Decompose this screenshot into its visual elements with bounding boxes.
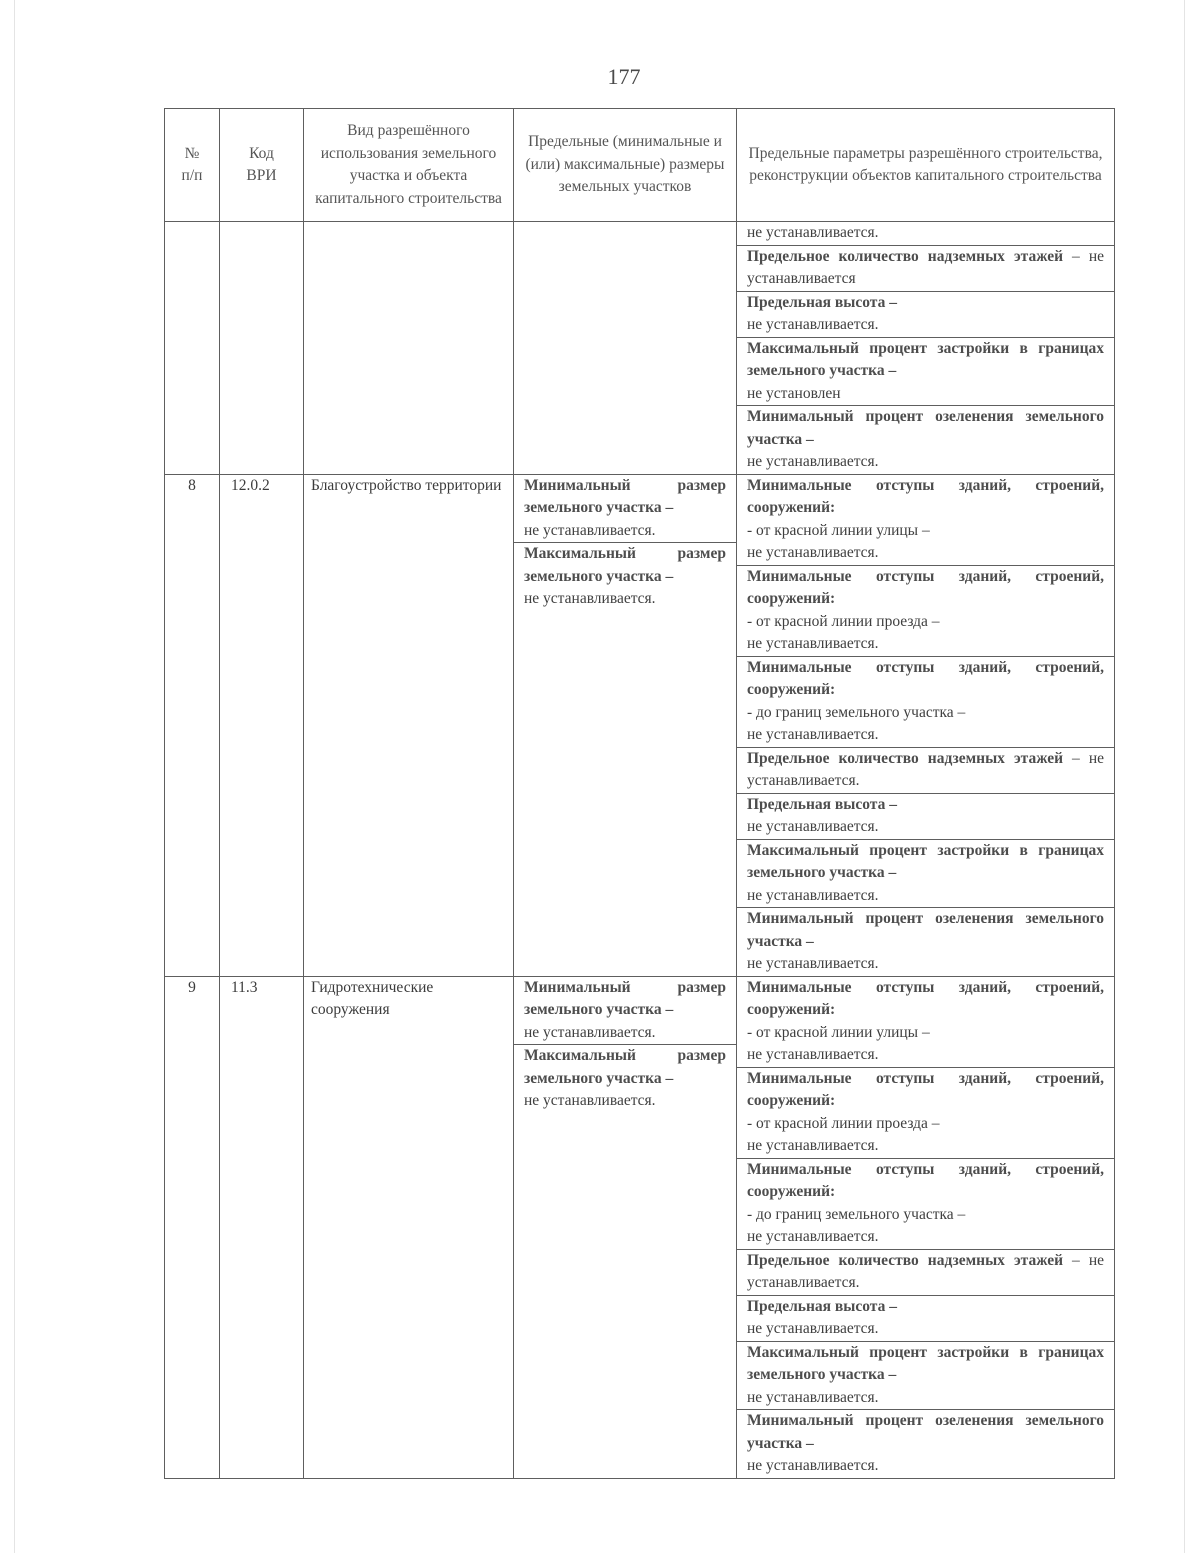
continuation-param	[737, 291, 1114, 337]
param-item	[737, 747, 1114, 793]
param-value: не устанавливается.	[747, 635, 879, 652]
param-title: Минимальные отступы зданий, строений, сооружений:	[747, 978, 1104, 1018]
param-title: Минимальный процент озеленения земельного участка –	[747, 408, 1104, 448]
max-size-value: не устанавливается.	[524, 1092, 656, 1109]
param-item	[737, 1409, 1114, 1478]
param-value: не устанавливается.	[747, 1457, 879, 1474]
param-item	[737, 475, 1114, 565]
param-item	[737, 1341, 1114, 1410]
max-size-title: Максимальный размер земельного участка –	[524, 1047, 726, 1087]
param-text: - до границ земельного участка –	[747, 1205, 966, 1223]
continuation-param	[737, 337, 1114, 406]
row-sizes	[514, 474, 737, 976]
cont-sizes	[514, 222, 737, 475]
page-number: 177	[607, 64, 641, 89]
param-title: Предельная высота –	[747, 795, 897, 813]
param-item	[737, 1295, 1114, 1341]
param-item	[737, 1249, 1114, 1295]
param-value: не устанавливается.	[747, 453, 879, 470]
param-value: не устанавливается.	[747, 1046, 879, 1063]
table-row	[165, 474, 1115, 976]
max-size	[514, 1044, 736, 1113]
param-value: не устанавливается.	[747, 1137, 879, 1154]
header-sizes: Предельные (минимальные и (или) максимальные) размеры земельных участков	[514, 109, 737, 222]
row-kind: Гидротехнические сооружения	[304, 976, 514, 1478]
max-size-value: не устанавливается.	[524, 590, 656, 607]
table-row	[165, 976, 1115, 1478]
header-kind: Вид разрешённого использования земельного участка и объекта капитального строительства	[304, 109, 514, 222]
param-title: Предельное количество надземных этажей	[747, 749, 1064, 767]
header-code: Код ВРИ	[220, 109, 304, 222]
param-text: - до границ земельного участка –	[747, 703, 966, 721]
cont-kind	[304, 222, 514, 475]
param-item	[737, 565, 1114, 656]
max-size-title: Максимальный размер земельного участка –	[524, 545, 726, 585]
param-value: не устанавливается.	[747, 1228, 879, 1245]
param-item	[737, 656, 1114, 747]
row-num: 8	[165, 474, 220, 976]
regulations-table	[164, 108, 1115, 1479]
row-params	[737, 976, 1115, 1478]
param-title: Минимальные отступы зданий, строений, сооружений:	[747, 1160, 1104, 1200]
param-value: не установлен	[747, 384, 841, 402]
scan-edge-right	[1184, 0, 1185, 1553]
param-item	[737, 1158, 1114, 1249]
row-kind: Благоустройство территории	[304, 474, 514, 976]
param-value: не устанавливается.	[747, 1388, 879, 1406]
param-title: Предельная высота –	[747, 1297, 897, 1315]
param-item	[737, 1067, 1114, 1158]
min-size	[514, 977, 736, 1045]
param-title: Предельная высота –	[747, 293, 897, 311]
min-size	[514, 475, 736, 543]
param-value: не устанавливается.	[747, 544, 879, 561]
param-value: не устанавливается.	[747, 955, 879, 972]
continuation-param	[737, 405, 1114, 474]
param-title: Предельное количество надземных этажей	[747, 1251, 1064, 1269]
header-row	[165, 109, 1115, 222]
param-title: Минимальные отступы зданий, строений, сооружений:	[747, 567, 1104, 607]
row-params	[737, 474, 1115, 976]
cont-params	[737, 222, 1115, 475]
param-text: - от красной линии улицы –	[747, 521, 930, 539]
cont-num	[165, 222, 220, 475]
param-item	[737, 907, 1114, 976]
continuation-param	[737, 222, 1114, 245]
param-text: – не устанавливается.	[747, 1251, 1104, 1291]
continuation-param	[737, 245, 1114, 291]
scan-edge-left	[14, 0, 15, 1553]
param-text: - от красной линии проезда –	[747, 1114, 940, 1132]
param-item	[737, 977, 1114, 1067]
param-title: Минимальные отступы зданий, строений, сооружений:	[747, 1069, 1104, 1109]
param-title: Максимальный процент застройки в границах земельного участка –	[747, 841, 1104, 881]
row-code: 12.0.2	[220, 474, 304, 976]
param-value: не устанавливается.	[747, 316, 879, 333]
param-title: Минимальные отступы зданий, строений, сооружений:	[747, 476, 1104, 516]
param-title: Максимальный процент застройки в границах земельного участка –	[747, 1343, 1104, 1383]
min-size-value: не устанавливается.	[524, 1023, 656, 1041]
row-sizes	[514, 976, 737, 1478]
param-title: Минимальный процент озеленения земельного участка –	[747, 1412, 1104, 1452]
param-text: - от красной линии улицы –	[747, 1023, 930, 1041]
param-title: Минимальные отступы зданий, строений, сооружений:	[747, 658, 1104, 698]
param-item	[737, 839, 1114, 908]
cont-code	[220, 222, 304, 475]
param-title: Предельное количество надземных этажей	[747, 247, 1064, 265]
param-title: Максимальный процент застройки в границах земельного участка –	[747, 339, 1104, 379]
param-text: не устанавливается.	[747, 224, 879, 241]
param-text: – не устанавливается.	[747, 749, 1104, 789]
max-size	[514, 542, 736, 611]
param-text: - от красной линии проезда –	[747, 612, 940, 630]
continuation-row	[165, 222, 1115, 475]
param-value: не устанавливается.	[747, 1320, 879, 1337]
table-body	[165, 222, 1115, 1479]
min-size-value: не устанавливается.	[524, 521, 656, 539]
header-params: Предельные параметры разрешённого строительства, реконструкции объектов капитального строительства	[737, 109, 1115, 222]
min-size-title: Минимальный размер земельного участка –	[524, 978, 726, 1018]
header-num: № п/п	[165, 109, 220, 222]
param-value: не устанавливается.	[747, 818, 879, 835]
param-value: не устанавливается.	[747, 886, 879, 904]
row-num: 9	[165, 976, 220, 1478]
min-size-title: Минимальный размер земельного участка –	[524, 476, 726, 516]
row-code: 11.3	[220, 976, 304, 1478]
param-title: Минимальный процент озеленения земельного участка –	[747, 910, 1104, 950]
param-value: не устанавливается.	[747, 726, 879, 743]
param-text: – не устанавливается	[747, 247, 1104, 287]
param-item	[737, 793, 1114, 839]
